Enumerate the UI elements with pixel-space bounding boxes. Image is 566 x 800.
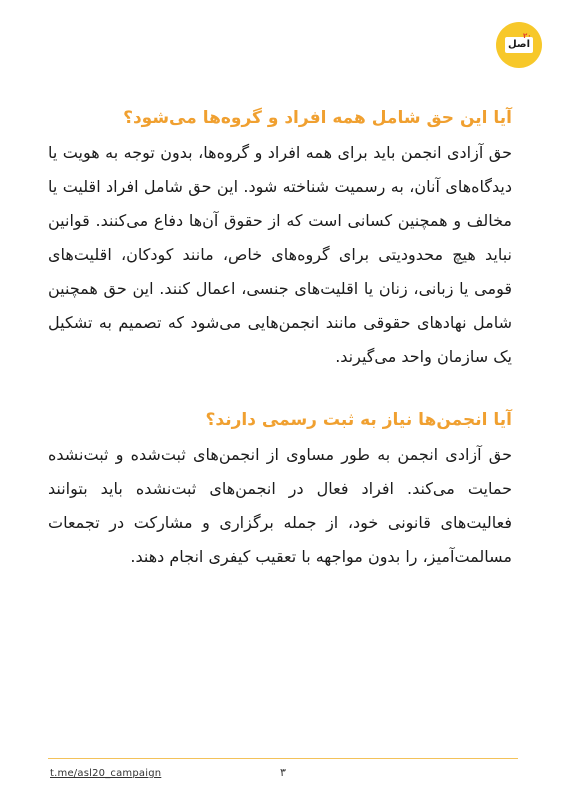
section-heading: آیا انجمن‌ها نیاز به ثبت رسمی دارند؟ [205, 410, 512, 430]
section-body: حق آزادی انجمن به طور مساوی از انجمن‌های ثبت‌شده و ثبت‌نشده حمایت می‌کند. افراد فعال در انجمن‌های ثبت‌نشده باید بتوانند فعالیت‌های قانونی خود، از جمله برگزاری و مشارکت در تجمعات مسالمت‌آمیز، را بدون مواجهه با تعقیب کیفری انجام دهند. [48, 445, 512, 566]
logo-number: ۲۰ [523, 32, 532, 40]
campaign-logo [496, 22, 542, 68]
logo-text: اصل [507, 39, 531, 50]
section-heading: آیا این حق شامل همه افراد و گروه‌ها می‌شود؟ [123, 108, 512, 128]
footer-divider [48, 758, 518, 759]
section-registration [48, 406, 512, 574]
page-number: ۳ [280, 766, 286, 779]
page-content [48, 104, 512, 574]
section-body: حق آزادی انجمن باید برای همه افراد و گروه‌ها، بدون توجه به هویت یا دیدگاه‌های آنان، به رسمیت شناخته شود. این حق شامل افراد اقلیت یا مخالف و همچنین کسانی است که از حقوق آن‌ها دفاع می‌کنند. قوانین نباید هیچ محدودیتی برای گروه‌های خاص، مانند کودکان، اقلیت‌های قومی یا زبانی، زنان یا اقلیت‌های جنسی، اعمال کنند. این حق همچنین شامل نهادهای حقوقی مانند انجمن‌هایی می‌شود که تصمیم به تشکیل یک سازمان واحد می‌گیرند. [48, 143, 512, 366]
section-universality [48, 104, 512, 374]
telegram-link[interactable]: t.me/asl20_campaign [50, 768, 162, 779]
